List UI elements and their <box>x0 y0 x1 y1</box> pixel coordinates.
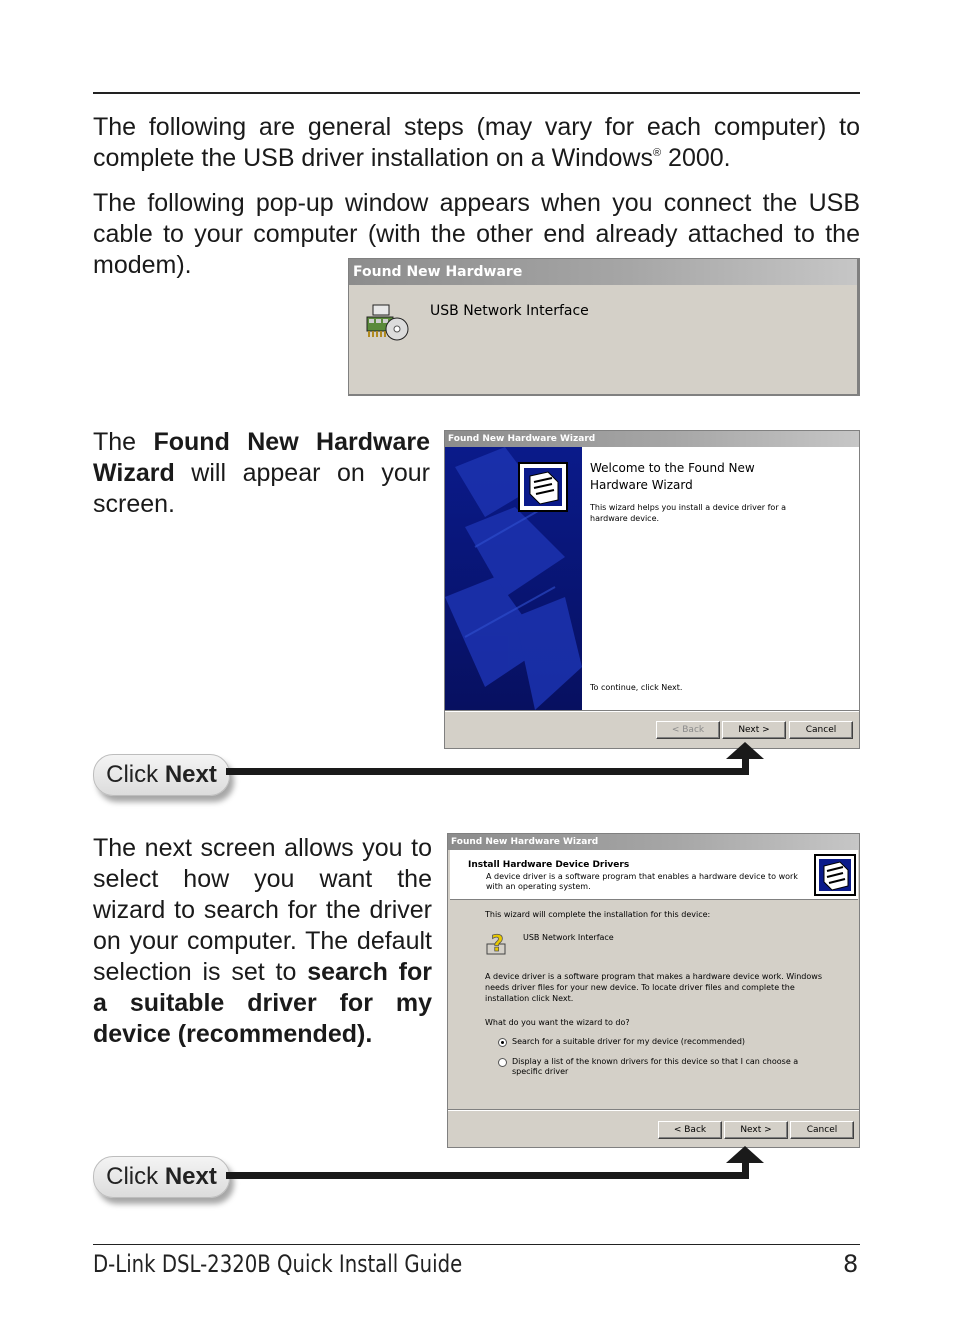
click-next-callout-1 <box>93 754 230 796</box>
intro-text-end: 2000. <box>661 144 731 172</box>
callout2-prefix: Click <box>106 1163 165 1190</box>
wizard2-explain: A device driver is a software program that makes a hardware device work. Windows needs driver files for your new device. To locate driver files and complete the installation click Next. <box>485 972 822 1003</box>
callout1-arrowhead <box>726 742 764 759</box>
wizard2-hardware-icon <box>814 854 856 896</box>
wizard1-separator <box>445 710 859 712</box>
wizard-install-drivers-window <box>447 833 860 1148</box>
wizard-hardware-icon <box>518 462 568 512</box>
registered-mark: ® <box>653 147 662 159</box>
cancel-button[interactable]: Cancel <box>790 1121 854 1139</box>
callout1-riser <box>742 757 749 775</box>
wizard2-question: What do you want the wizard to do? <box>485 1018 630 1027</box>
bottom-rule <box>93 1244 860 1245</box>
callout2-line <box>226 1172 749 1179</box>
radio-selected-icon[interactable] <box>498 1038 507 1047</box>
callout1-prefix: Click <box>106 761 165 788</box>
callout1-line <box>226 768 749 775</box>
wizard2-title: Found New Hardware Wizard <box>448 834 859 850</box>
wizard2-header-title: Install Hardware Device Drivers <box>468 860 630 870</box>
radio-option-list-label: Display a list of the known drivers for this device so that I can choose a specific driver <box>512 1057 799 1076</box>
wizard2-device-name: USB Network Interface <box>523 933 614 942</box>
popup-device-name: USB Network Interface <box>430 303 589 319</box>
popup-title: Found New Hardware <box>349 259 857 285</box>
desc-pre: The <box>93 428 154 456</box>
radio-option-search-label: Search for a suitable driver for my device (recommended) <box>512 1037 746 1046</box>
click-next-callout-2 <box>93 1156 230 1198</box>
wizard1-title: Found New Hardware Wizard <box>445 431 859 447</box>
page-number: 8 <box>843 1250 859 1278</box>
usb-hardware-icon <box>363 299 411 347</box>
wizard1-continue-text: To continue, click Next. <box>590 683 683 692</box>
next-button[interactable]: Next > <box>722 721 786 739</box>
wizard2-separator <box>448 1109 859 1111</box>
unknown-device-icon <box>485 930 513 958</box>
back-button[interactable]: < Back <box>656 721 720 739</box>
intro-paragraph-1 <box>93 112 860 174</box>
wizard2-description <box>93 833 432 1050</box>
callout2-arrowhead <box>726 1146 764 1163</box>
wizard1-description <box>93 427 430 520</box>
callout1-bold: Next <box>164 761 217 788</box>
back-button[interactable]: < Back <box>658 1121 722 1139</box>
next-button[interactable]: Next > <box>724 1121 788 1139</box>
desc2-pre: The next screen allows you to select how you want the wizard to search for the driver on your computer. The default selection is set to <box>93 834 432 986</box>
wizard1-heading: Welcome to the Found New Hardware Wizard <box>590 461 755 492</box>
desc2-bold: search for a suitable driver for my device (recommended). <box>93 958 432 1048</box>
top-rule <box>93 92 860 94</box>
wizard1-subtitle: This wizard helps you install a device driver for a hardware device. <box>590 503 787 523</box>
radio-unselected-icon[interactable] <box>498 1058 507 1067</box>
cancel-button[interactable]: Cancel <box>789 721 853 739</box>
footer-title: D-Link DSL-2320B Quick Install Guide <box>93 1250 463 1278</box>
wizard-welcome-window <box>444 430 860 749</box>
callout2-riser <box>742 1161 749 1179</box>
intro-text: The following are general steps (may vary for each computer) to complete the USB driver installation on a Windows <box>93 113 860 172</box>
desc-post: will appear on your screen. <box>93 459 430 518</box>
wizard2-header-sub: A device driver is a software program that enables a hardware device to work with an operating system. <box>486 872 798 891</box>
intro-text-2: The following pop-up window appears when you connect the USB cable to your computer (with the other end already attached to the modem). <box>93 189 860 279</box>
wizard2-complete-text: This wizard will complete the installation for this device: <box>485 910 711 919</box>
callout2-bold: Next <box>164 1163 217 1190</box>
desc-bold: Found New Hardware Wizard <box>93 428 430 487</box>
svg-text:?: ? <box>491 932 504 957</box>
found-new-hardware-popup <box>348 258 860 396</box>
